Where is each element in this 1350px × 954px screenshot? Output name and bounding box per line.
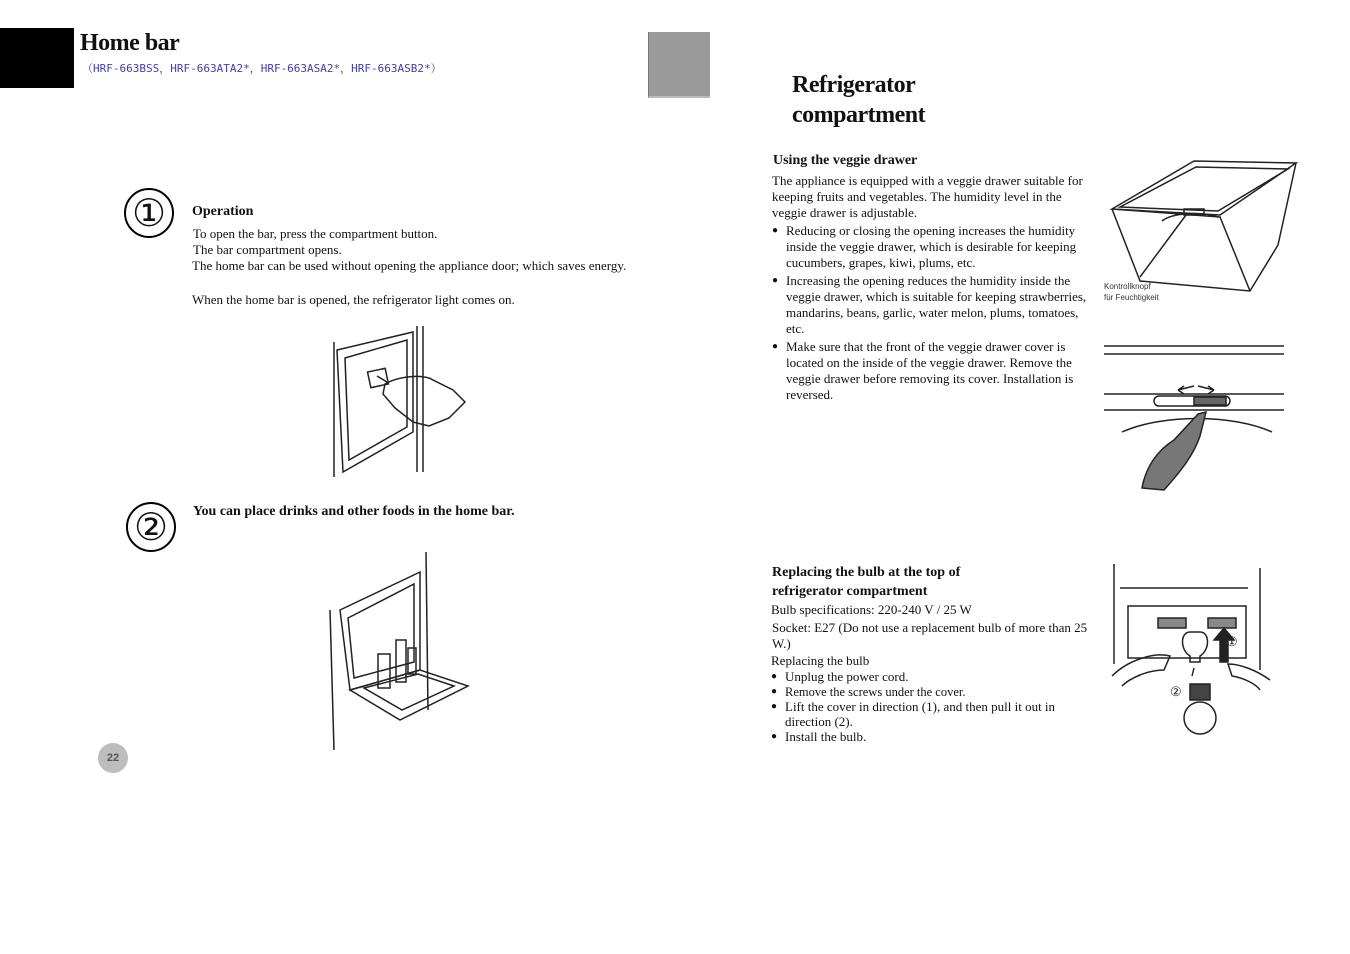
page-number: 22 [98,743,128,773]
bulb-heading-line-2: refrigerator compartment [772,584,928,599]
veggie-bullet: ● Increasing the opening reduces the humidity inside the veggie drawer, which is suitable for keeping strawberries, mandarins, beans, garlic, water melon, plums, tomatoes, etc. [772,273,1098,337]
humidity-slider-illustration [1102,340,1287,500]
section-tab-gray [648,32,710,98]
fig-direction-1: ① [1226,634,1238,649]
section-tab-black [0,28,74,88]
veggie-fig-label-1: Kontrollknopf [1104,282,1151,291]
operation-line-1: To open the bar, press the compartment button. [193,226,438,241]
step-2-text: You can place drinks and other foods in the home bar. [193,504,515,519]
bulb-replacement-illustration [1108,560,1278,745]
home-bar-drinks-illustration [320,550,475,755]
refrigerator-title-line-2: compartment [792,102,926,128]
veggie-drawer-illustration [1100,155,1305,305]
veggie-bullet: ● Make sure that the front of the veggie drawer cover is located on the inside of the veggie drawer. Remove the veggie drawer before removing its cover. Installation is reversed. [772,339,1098,403]
bulb-bullet-list [771,669,1091,745]
bulb-bullet: ● Remove the screws under the cover. [771,685,1091,699]
operation-line-2: The bar compartment opens. [193,242,342,257]
home-bar-open-illustration [325,322,475,482]
refrigerator-title-line-1: Refrigerator [792,72,916,98]
veggie-heading: Using the veggie drawer [773,153,918,168]
bulb-socket: Socket: E27 (Do not use a replacement bulb of more than 25 W.) [772,620,1088,651]
step-2-number: ② [126,502,176,552]
veggie-intro: The appliance is equipped with a veggie drawer suitable for keeping fruits and vegetables. The humidity level in the veggie drawer is adjustable. [772,173,1083,220]
bulb-spec: Bulb specifications: 220-240 V / 25 W [771,602,972,617]
model-list: （HRF-663BSS，HRF-663ATA2*，HRF-663ASA2*，HRF-663ASB2*） [82,62,442,75]
home-bar-title: Home bar [80,30,180,56]
veggie-bullet: ● Reducing or closing the opening increases the humidity inside the veggie drawer, which is desirable for keeping cucumbers, grapes, kiwi, plums, etc. [772,223,1098,271]
operation-heading: Operation [192,204,254,219]
operation-line-4: When the home bar is opened, the refrigerator light comes on. [192,292,515,307]
bulb-bullet: ● Lift the cover in direction (1), and then pull it out in direction (2). [771,699,1091,729]
veggie-bullet-list [772,223,1098,403]
bulb-bullet: ● Install the bulb. [771,729,1091,745]
operation-line-3: The home bar can be used without opening the appliance door; which saves energy. [192,258,627,273]
step-1-number: ① [124,188,174,238]
bulb-bullet: ● Unplug the power cord. [771,669,1091,685]
bulb-heading-line-1: Replacing the bulb at the top of [772,565,961,580]
veggie-fig-label-2: für Feuchtigkeit [1104,293,1159,302]
fig-direction-2: ② [1170,684,1182,699]
bulb-sub-heading: Replacing the bulb [771,653,870,668]
